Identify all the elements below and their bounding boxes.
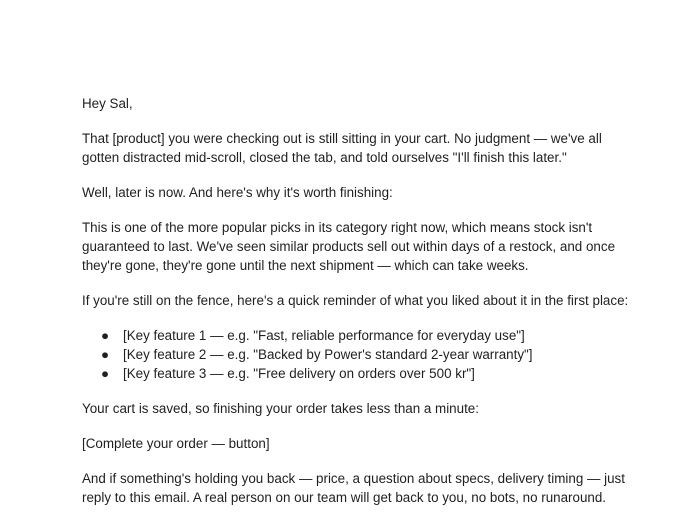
cart-saved-paragraph: Your cart is saved, so finishing your order takes less than a minute: [82,401,479,416]
intro-paragraph [82,129,622,167]
greeting: Hey Sal, [82,96,133,111]
intro-line-1: That [product] you were checking out is still sitting in your cart. No judgment — we've all [82,131,602,146]
feature-text: [Key feature 3 — e.g. "Free delivery on orders over 500 kr"] [123,366,475,381]
feature-text: [Key feature 1 — e.g. "Fast, reliable performance for everyday use"] [123,328,525,343]
bullet-icon: ● [101,347,110,362]
feature-item [82,345,622,364]
reminder-paragraph: If you're still on the fence, here's a quick reminder of what you liked about it in the first place: [82,293,629,308]
feature-text: [Key feature 2 — e.g. "Backed by Power's standard 2-year warranty"] [123,347,533,362]
later-paragraph: Well, later is now. And here's why it's worth finishing: [82,185,393,200]
bullet-icon: ● [101,328,110,343]
reply-paragraph [82,469,625,507]
stock-line-1: This is one of the more popular picks in its category right now, which means stock isn't [82,220,593,235]
stock-line-3: they're gone, they're gone until the next shipment — which can take weeks. [82,258,529,273]
feature-item [82,326,622,345]
feature-item [82,364,622,383]
reply-line-2: reply to this email. A real person on our team will get back to you, no bots, no runaround. [82,490,607,505]
bullet-icon: ● [101,366,110,381]
stock-line-2: guaranteed to last. We've seen similar products sell out within days of a restock, and once [82,239,616,254]
intro-line-2: gotten distracted mid-scroll, closed the tab, and told ourselves "I'll finish this later." [82,150,567,165]
stock-paragraph [82,218,622,275]
cta-placeholder: [Complete your order — button] [82,436,270,451]
reply-line-1: And if something's holding you back — price, a question about specs, delivery timing — just [82,471,625,486]
feature-list [82,326,622,383]
